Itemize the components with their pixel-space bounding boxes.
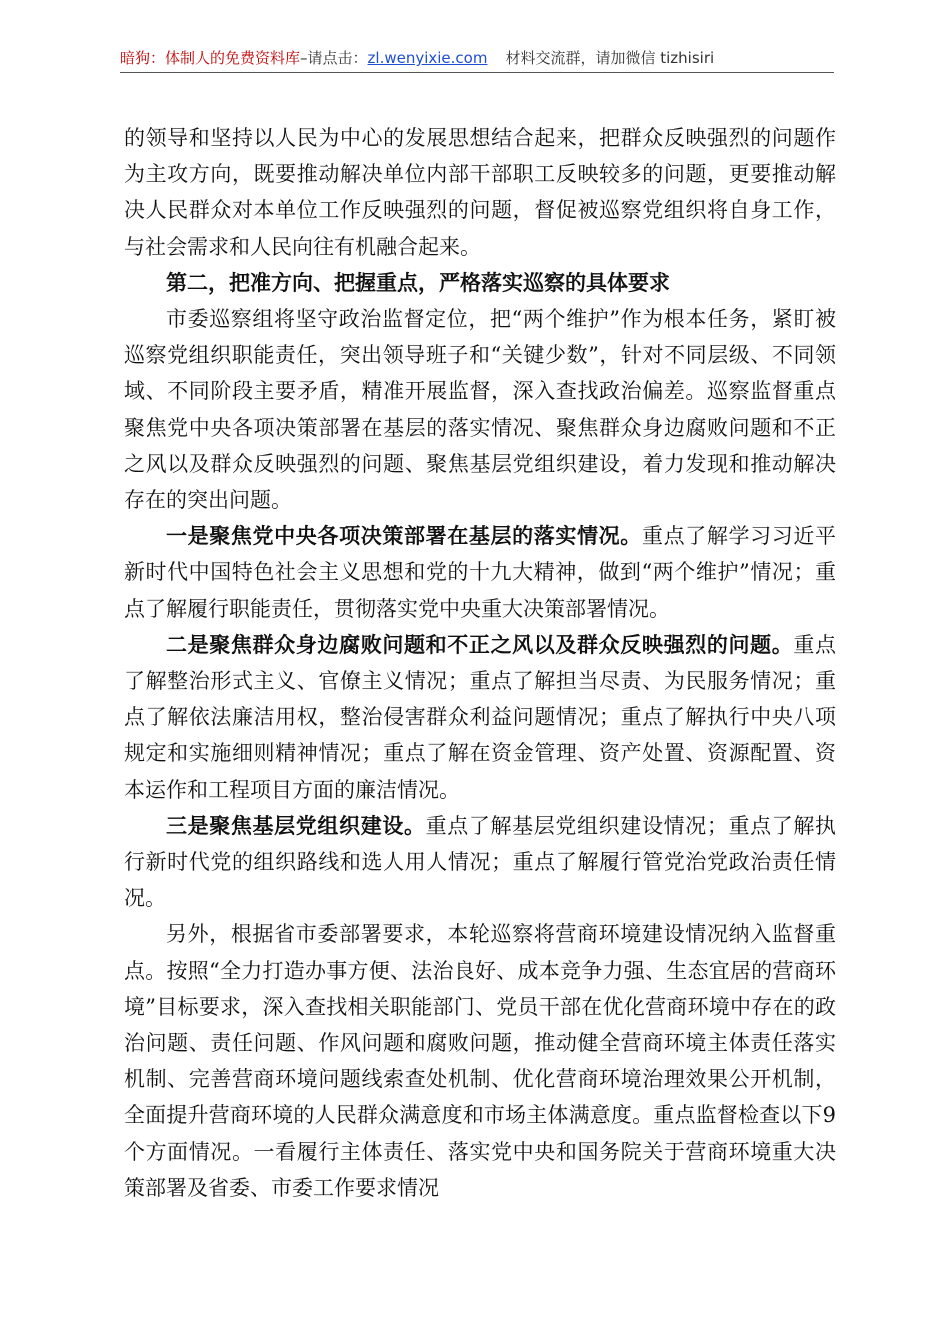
focus-one-title: 一是聚焦党中央各项决策部署在基层的落实情况。 xyxy=(166,523,642,549)
paragraph-focus-three xyxy=(124,808,836,917)
page-header xyxy=(120,46,834,70)
header-click-prompt: –请点击： xyxy=(300,49,368,67)
paragraph-key-points: 市委巡察组将坚守政治监督定位，把“两个维护”作为根本任务，紧盯被巡察党组织职能责任，突出领导班子和“关键少数”，针对不同层级、不同领域、不同阶段主要矛盾，精准开展监督，深入查找政治偏差。巡察监督重点聚焦党中央各项决策部署在基层的落实情况、聚焦群众身边腐败问题和不正之风以及群众反映强烈的问题、聚焦基层党组织建设，着力发现和推动解决存在的突出问题。 xyxy=(124,307,836,513)
document-body xyxy=(124,120,836,1206)
paragraph-continuation: 的领导和坚持以人民为中心的发展思想结合起来，把群众反映强烈的问题作为主攻方向，既要推动解决单位内部干部职工反映较多的问题，更要推动解决人民群众对本单位工作反映强烈的问题，督促被巡察党组织将自身工作，与社会需求和人民向往有机融合起来。 xyxy=(124,126,836,259)
header-divider xyxy=(120,72,834,73)
focus-three-text: 重点了解基层党组织建设情况；重点了解执行新时代党的组织路线和选人用人情况；重点了解履行管党治党政治责任情况。 xyxy=(124,813,837,911)
focus-two-title: 二是聚焦群众身边腐败问题和不正之风以及群众反映强烈的问题。 xyxy=(166,631,794,657)
focus-two-text: 重点了解整治形式主义、官僚主义情况；重点了解担当尽责、为民服务情况；重点了解依法廉洁用权，整治侵害群众利益问题情况；重点了解执行中央八项规定和实施细则精神情况；重点了解在资金管理、资产处置、资源配置、资本运作和工程项目方面的廉洁情况。 xyxy=(124,632,837,802)
paragraph-focus-two xyxy=(124,627,836,808)
header-brand: 暗狗：体制人的免费资料库 xyxy=(120,49,301,67)
header-url-link[interactable]: zl.wenyixie.com xyxy=(367,49,488,67)
focus-three-title: 三是聚焦基层党组织建设。 xyxy=(166,812,426,838)
focus-one-text: 重点了解学习习近平新时代中国特色社会主义思想和党的十九大精神，做到“两个维护”情况；重点了解履行职能责任，贯彻落实党中央重大决策部署情况。 xyxy=(124,524,837,621)
paragraph-business-environment: 另外，根据省市委部署要求，本轮巡察将营商环境建设情况纳入监督重点。按照“全力打造办事方便、法治良好、成本竞争力强、生态宜居的营商环境”目标要求，深入查找相关职能部门、党员干部在优化营商环境中存在的政治问题、责任问题、作风问题和腐败问题，推动健全营商环境主体责任落实机制、完善营商环境问题线索查处机制、优化营商环境治理效果公开机制，全面提升营商环境的人民群众满意度和市场主体满意度。重点监督检查以下9个方面情况。一看履行主体责任、落实党中央和国务院关于营商环境重大决策部署及省委、市委工作要求情况 xyxy=(124,922,836,1200)
section-heading: 第二，把准方向、把握重点，严格落实巡察的具体要求 xyxy=(166,269,670,295)
paragraph-focus-one xyxy=(124,518,836,627)
header-group-note: 材料交流群，请加微信 tizhisiri xyxy=(505,49,715,67)
